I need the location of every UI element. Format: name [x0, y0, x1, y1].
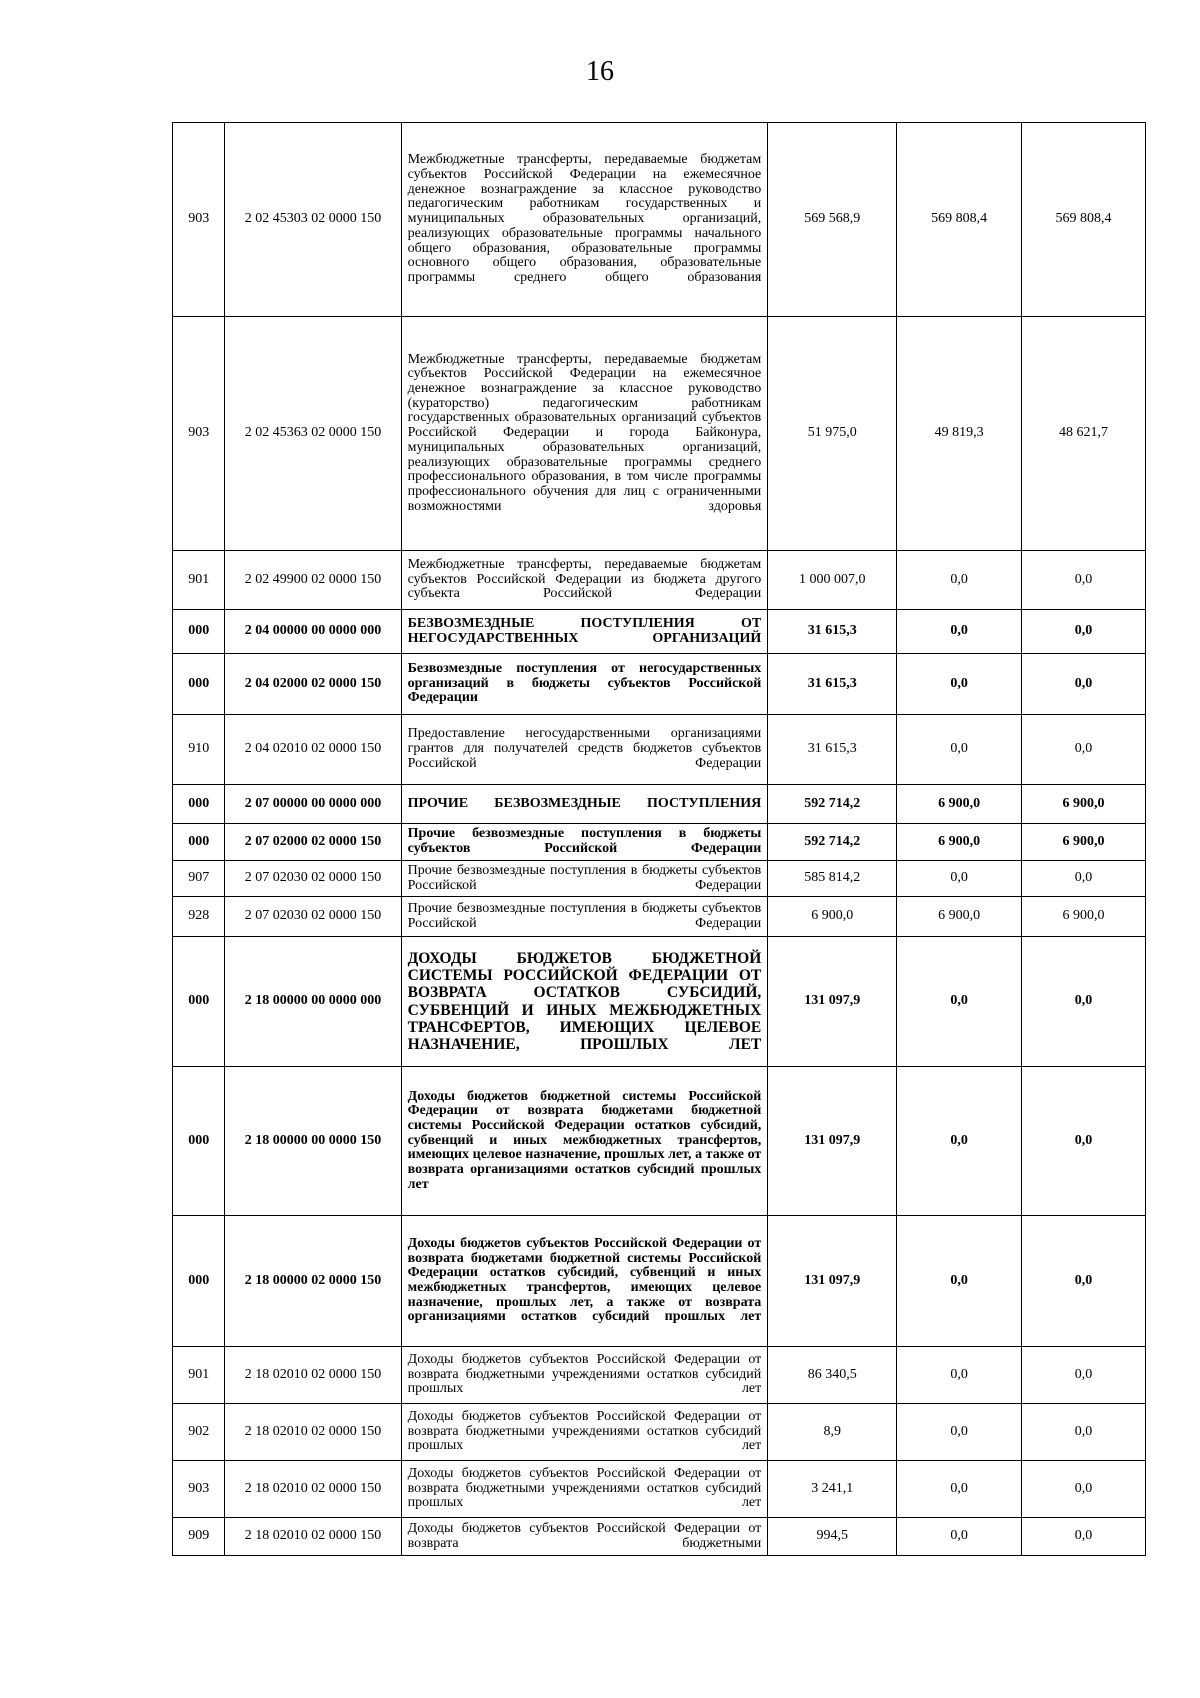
- amount-year-1: 3 241,1: [768, 1461, 897, 1518]
- income-name: Доходы бюджетов субъектов Российской Федерации от возврата бюджетными учреждениями остатков субсидий прошлых лет: [401, 1461, 768, 1518]
- admin-code: 902: [173, 1404, 225, 1461]
- budget-code: 2 04 02010 02 0000 150: [225, 715, 401, 785]
- budget-code: 2 18 02010 02 0000 150: [225, 1404, 401, 1461]
- income-name: Доходы бюджетов бюджетной системы Российской Федерации от возврата бюджетами бюджетной системы Российской Федерации остатков субсидий, субвенций и иных межбюджетных трансфертов, имеющих целевое назначение, прошлых лет, а также от возврата организациями остатков субсидий прошлых лет: [401, 1067, 768, 1216]
- amount-year-2: 6 900,0: [897, 897, 1022, 937]
- income-name: Межбюджетные трансферты, передаваемые бюджетам субъектов Российской Федерации на ежемесячное денежное вознаграждение за классное руководство педагогическим работникам государственных и муниципальных образовательных организаций, реализующих образовательные программы начального общего образования, образовательные программы основного общего образования, образовательные программы среднего общего образования: [401, 123, 768, 317]
- revenue-table: [172, 122, 1146, 1556]
- amount-year-1: 994,5: [768, 1518, 897, 1556]
- budget-code: 2 04 02000 02 0000 150: [225, 654, 401, 715]
- table-row: [173, 317, 1146, 551]
- income-name: Доходы бюджетов субъектов Российской Федерации от возврата бюджетными учреждениями остатков субсидий прошлых лет: [401, 1404, 768, 1461]
- admin-code: 000: [173, 824, 225, 861]
- budget-code: 2 18 02010 02 0000 150: [225, 1347, 401, 1404]
- admin-code: 909: [173, 1518, 225, 1556]
- amount-year-1: 31 615,3: [768, 715, 897, 785]
- admin-code: 000: [173, 785, 225, 824]
- income-name: Доходы бюджетов субъектов Российской Федерации от возврата бюджетными учреждениями остатков субсидий прошлых лет: [401, 1347, 768, 1404]
- amount-year-3: 6 900,0: [1022, 824, 1146, 861]
- amount-year-2: 569 808,4: [897, 123, 1022, 317]
- admin-code: 903: [173, 123, 225, 317]
- admin-code: 903: [173, 317, 225, 551]
- amount-year-2: 0,0: [897, 610, 1022, 654]
- budget-code: 2 07 02030 02 0000 150: [225, 897, 401, 937]
- admin-code: 907: [173, 861, 225, 897]
- amount-year-1: 131 097,9: [768, 1216, 897, 1347]
- table-row: [173, 1461, 1146, 1518]
- amount-year-3: 0,0: [1022, 551, 1146, 610]
- budget-code: 2 02 45303 02 0000 150: [225, 123, 401, 317]
- budget-code: 2 07 02030 02 0000 150: [225, 861, 401, 897]
- amount-year-1: 592 714,2: [768, 824, 897, 861]
- amount-year-2: 0,0: [897, 1461, 1022, 1518]
- amount-year-2: 0,0: [897, 654, 1022, 715]
- amount-year-1: 585 814,2: [768, 861, 897, 897]
- table-row: [173, 1216, 1146, 1347]
- table-row: [173, 1518, 1146, 1556]
- amount-year-3: 0,0: [1022, 1518, 1146, 1556]
- table-row: [173, 861, 1146, 897]
- income-name: ПРОЧИЕ БЕЗВОЗМЕЗДНЫЕ ПОСТУПЛЕНИЯ: [401, 785, 768, 824]
- budget-code: 2 18 00000 02 0000 150: [225, 1216, 401, 1347]
- amount-year-3: 0,0: [1022, 1216, 1146, 1347]
- amount-year-2: 0,0: [897, 1067, 1022, 1216]
- amount-year-2: 0,0: [897, 1216, 1022, 1347]
- table-row: [173, 785, 1146, 824]
- admin-code: 000: [173, 937, 225, 1067]
- income-name: Межбюджетные трансферты, передаваемые бюджетам субъектов Российской Федерации из бюджета другого субъекта Российской Федерации: [401, 551, 768, 610]
- budget-code: 2 02 45363 02 0000 150: [225, 317, 401, 551]
- amount-year-3: 0,0: [1022, 610, 1146, 654]
- admin-code: 000: [173, 610, 225, 654]
- amount-year-1: 1 000 007,0: [768, 551, 897, 610]
- admin-code: 910: [173, 715, 225, 785]
- income-name: Прочие безвозмездные поступления в бюджеты субъектов Российской Федерации: [401, 861, 768, 897]
- amount-year-2: 0,0: [897, 551, 1022, 610]
- income-name: Предоставление негосударственными организациями грантов для получателей средств бюджетов субъектов Российской Федерации: [401, 715, 768, 785]
- budget-code: 2 18 00000 00 0000 000: [225, 937, 401, 1067]
- budget-code: 2 18 00000 00 0000 150: [225, 1067, 401, 1216]
- amount-year-3: 6 900,0: [1022, 785, 1146, 824]
- amount-year-1: 569 568,9: [768, 123, 897, 317]
- income-name: ДОХОДЫ БЮДЖЕТОВ БЮДЖЕТНОЙ СИСТЕМЫ РОССИЙСКОЙ ФЕДЕРАЦИИ ОТ ВОЗВРАТА ОСТАТКОВ СУБСИДИЙ, СУБВЕНЦИЙ И ИНЫХ МЕЖБЮДЖЕТНЫХ ТРАНСФЕРТОВ, ИМЕЮЩИХ ЦЕЛЕВОЕ НАЗНАЧЕНИЕ, ПРОШЛЫХ ЛЕТ: [401, 937, 768, 1067]
- amount-year-1: 131 097,9: [768, 1067, 897, 1216]
- budget-code: 2 18 02010 02 0000 150: [225, 1461, 401, 1518]
- income-name: Прочие безвозмездные поступления в бюджеты субъектов Российской Федерации: [401, 824, 768, 861]
- table-row: [173, 654, 1146, 715]
- amount-year-3: 0,0: [1022, 861, 1146, 897]
- table-row: [173, 1404, 1146, 1461]
- amount-year-3: 0,0: [1022, 1404, 1146, 1461]
- income-name: БЕЗВОЗМЕЗДНЫЕ ПОСТУПЛЕНИЯ ОТ НЕГОСУДАРСТВЕННЫХ ОРГАНИЗАЦИЙ: [401, 610, 768, 654]
- budget-code: 2 04 00000 00 0000 000: [225, 610, 401, 654]
- amount-year-2: 0,0: [897, 861, 1022, 897]
- amount-year-3: 569 808,4: [1022, 123, 1146, 317]
- amount-year-1: 31 615,3: [768, 654, 897, 715]
- amount-year-1: 86 340,5: [768, 1347, 897, 1404]
- amount-year-2: 6 900,0: [897, 785, 1022, 824]
- amount-year-2: 0,0: [897, 1404, 1022, 1461]
- amount-year-3: 0,0: [1022, 1067, 1146, 1216]
- table-row: [173, 123, 1146, 317]
- table-row: [173, 551, 1146, 610]
- budget-code: 2 18 02010 02 0000 150: [225, 1518, 401, 1556]
- amount-year-2: 49 819,3: [897, 317, 1022, 551]
- admin-code: 000: [173, 1067, 225, 1216]
- amount-year-3: 0,0: [1022, 1461, 1146, 1518]
- amount-year-2: 0,0: [897, 1518, 1022, 1556]
- table-row: [173, 715, 1146, 785]
- amount-year-2: 0,0: [897, 715, 1022, 785]
- income-name: Прочие безвозмездные поступления в бюджеты субъектов Российской Федерации: [401, 897, 768, 937]
- amount-year-3: 0,0: [1022, 1347, 1146, 1404]
- admin-code: 901: [173, 1347, 225, 1404]
- amount-year-3: 48 621,7: [1022, 317, 1146, 551]
- amount-year-1: 51 975,0: [768, 317, 897, 551]
- amount-year-1: 6 900,0: [768, 897, 897, 937]
- amount-year-3: 6 900,0: [1022, 897, 1146, 937]
- amount-year-2: 6 900,0: [897, 824, 1022, 861]
- admin-code: 000: [173, 654, 225, 715]
- amount-year-3: 0,0: [1022, 937, 1146, 1067]
- income-name: Безвозмездные поступления от негосударственных организаций в бюджеты субъектов Российской Федерации: [401, 654, 768, 715]
- table-row: [173, 1067, 1146, 1216]
- table-row: [173, 1347, 1146, 1404]
- amount-year-1: 592 714,2: [768, 785, 897, 824]
- table-row: [173, 937, 1146, 1067]
- amount-year-3: 0,0: [1022, 654, 1146, 715]
- amount-year-2: 0,0: [897, 937, 1022, 1067]
- table-row: [173, 897, 1146, 937]
- income-name: Межбюджетные трансферты, передаваемые бюджетам субъектов Российской Федерации на ежемесячное денежное вознаграждение за классное руководство (кураторство) педагогическим работникам государственных образовательных организаций субъектов Российской Федерации и города Байконура, муниципальных образовательных организаций, реализующих образовательные программы среднего профессионального образования, в том числе программы профессионального обучения для лиц с ограниченными возможностями здоровья: [401, 317, 768, 551]
- table-row: [173, 824, 1146, 861]
- admin-code: 901: [173, 551, 225, 610]
- budget-code: 2 02 49900 02 0000 150: [225, 551, 401, 610]
- amount-year-1: 8,9: [768, 1404, 897, 1461]
- budget-code: 2 07 00000 00 0000 000: [225, 785, 401, 824]
- table-row: [173, 610, 1146, 654]
- amount-year-1: 31 615,3: [768, 610, 897, 654]
- amount-year-3: 0,0: [1022, 715, 1146, 785]
- amount-year-1: 131 097,9: [768, 937, 897, 1067]
- income-name: Доходы бюджетов субъектов Российской Федерации от возврата бюджетными: [401, 1518, 768, 1556]
- budget-code: 2 07 02000 02 0000 150: [225, 824, 401, 861]
- page-number: 16: [586, 56, 614, 87]
- admin-code: 000: [173, 1216, 225, 1347]
- amount-year-2: 0,0: [897, 1347, 1022, 1404]
- admin-code: 928: [173, 897, 225, 937]
- income-name: Доходы бюджетов субъектов Российской Федерации от возврата бюджетами бюджетной системы Российской Федерации остатков субсидий, субвенций и иных межбюджетных трансфертов, имеющих целевое назначение, прошлых лет, а также от возврата организациями остатков субсидий прошлых лет: [401, 1216, 768, 1347]
- admin-code: 903: [173, 1461, 225, 1518]
